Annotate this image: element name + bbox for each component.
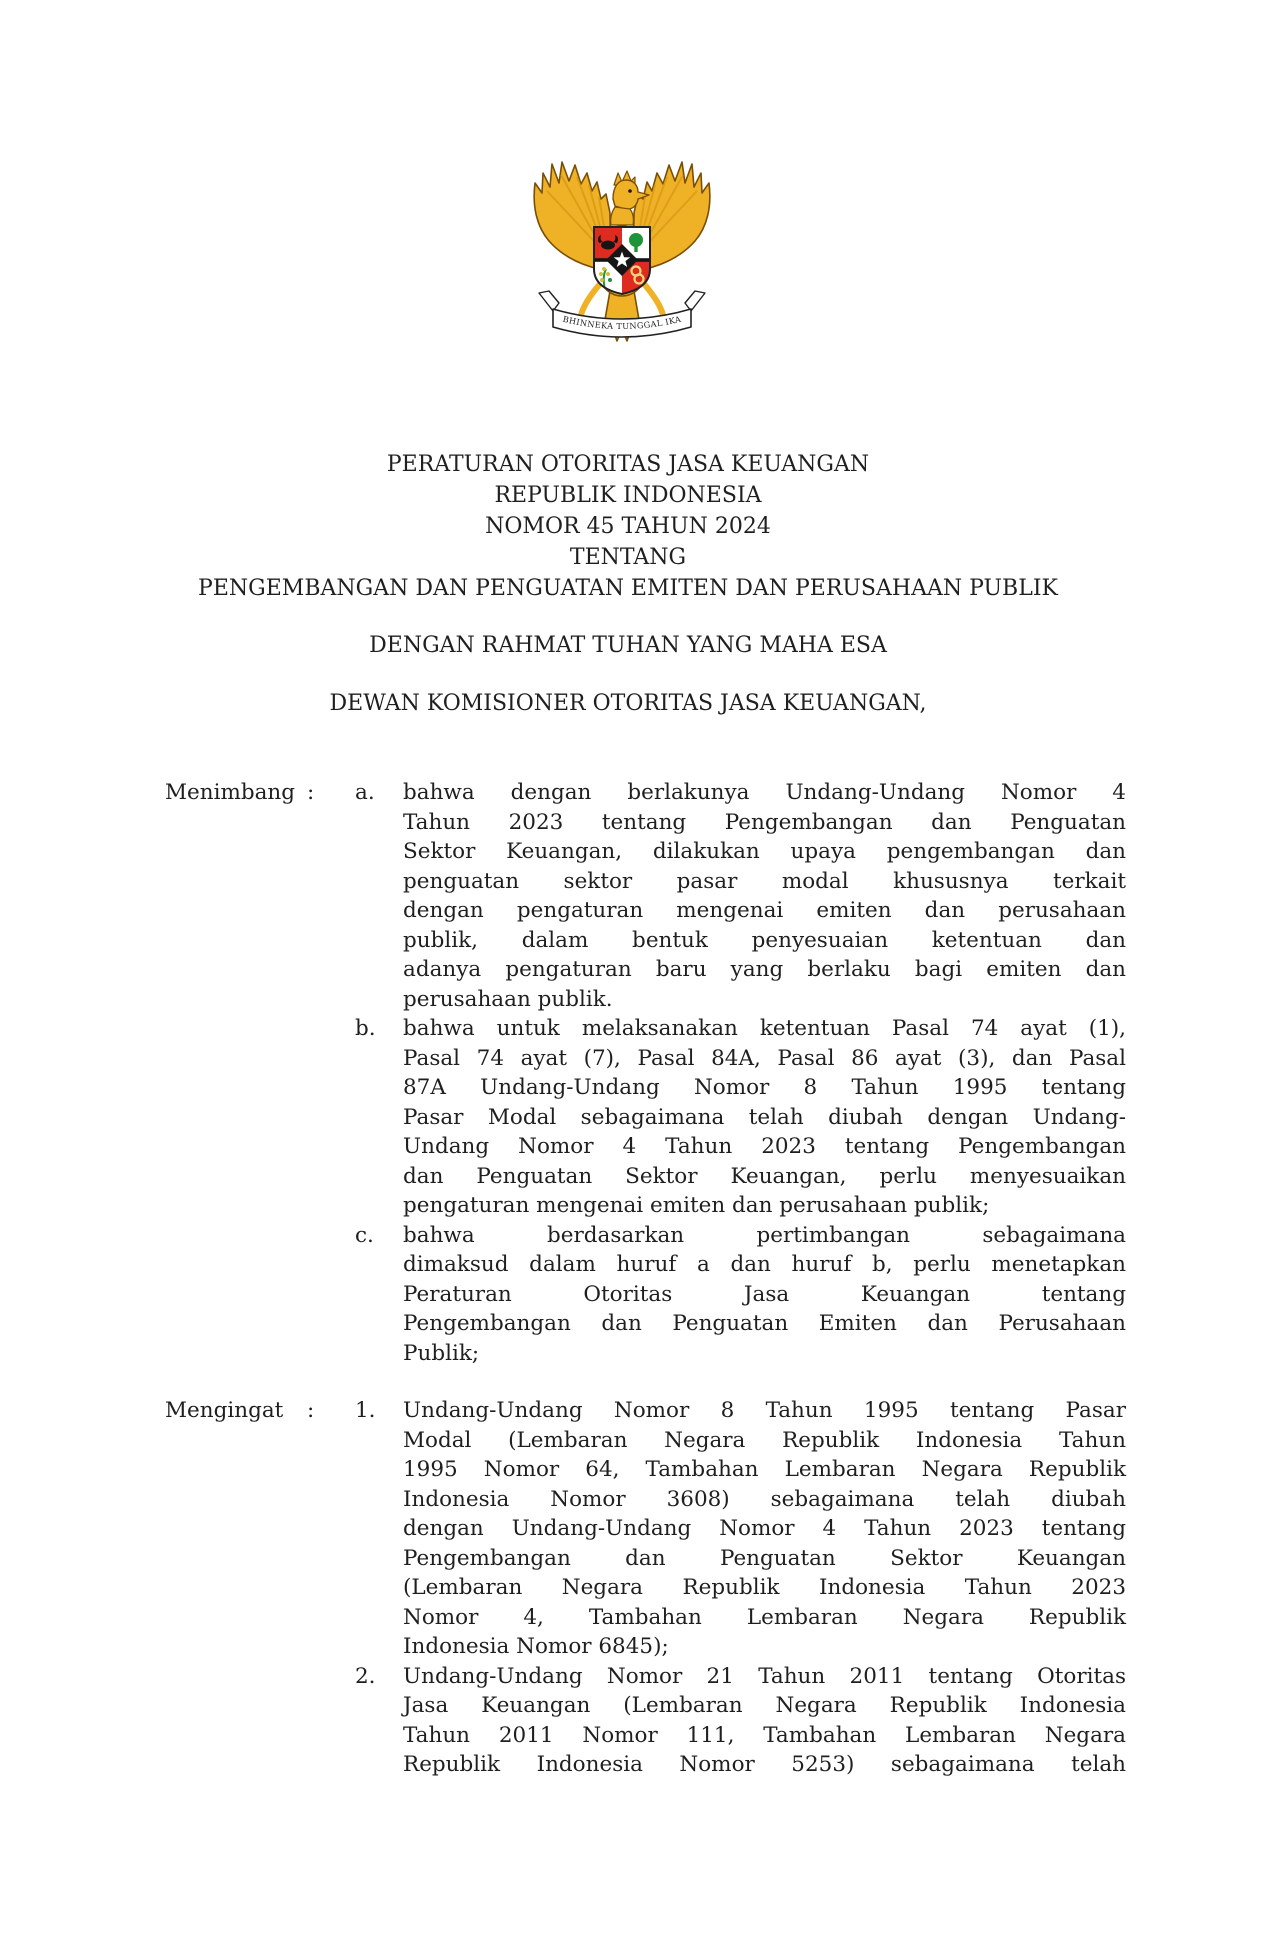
item-text [403, 1221, 1126, 1369]
text-line: Undang-Undang Nomor 21 Tahun 2011 tentang Otoritas [403, 1663, 1126, 1689]
clause-items [355, 778, 1126, 1368]
title-line-subject: PENGEMBANGAN DAN PENGUATAN EMITEN DAN PERUSAHAAN PUBLIK [198, 576, 1058, 601]
text-line: publik, dalam bentuk penyesuaian ketentuan dan [403, 927, 1126, 953]
clause-row [165, 778, 1126, 1368]
title-block [0, 449, 1256, 604]
item-text [403, 778, 1126, 1014]
text-line: Publik; [403, 1340, 480, 1366]
text-line: Modal (Lembaran Negara Republik Indonesia Tahun [403, 1427, 1126, 1453]
grace-motto-line: DENGAN RAHMAT TUHAN YANG MAHA ESA [369, 633, 887, 658]
text-line: Peraturan Otoritas Jasa Keuangan tentang [403, 1281, 1126, 1307]
clause-items [355, 1396, 1126, 1780]
text-line: (Lembaran Negara Republik Indonesia Tahun 2023 [403, 1575, 1126, 1600]
clause-item [355, 778, 1126, 1014]
title-line-number: NOMOR 45 TAHUN 2024 [485, 514, 771, 539]
clause-item [355, 1014, 1126, 1221]
item-marker: c. [355, 1222, 374, 1248]
clauses-section [165, 778, 1126, 1780]
title-line-tentang: TENTANG [569, 545, 687, 570]
text-line: dan Penguatan Sektor Keuangan, perlu menyesuaikan [403, 1163, 1126, 1189]
clause-item [355, 1396, 1126, 1662]
text-line: dengan pengaturan mengenai emiten dan perusahaan [403, 898, 1126, 923]
clause-label: Menimbang [165, 780, 296, 805]
text-line: Indonesia Nomor 3608) sebagaimana telah diubah [403, 1486, 1126, 1512]
item-marker: a. [355, 780, 375, 805]
text-line: bahwa dengan berlakunya Undang-Undang Nomor 4 [403, 780, 1126, 805]
text-line: Pengembangan dan Penguatan Sektor Keuangan [403, 1545, 1126, 1571]
text-line: Sektor Keuangan, dilakukan upaya pengembangan dan [403, 839, 1126, 864]
text-line: pengaturan mengenai emiten dan perusahaan publik; [403, 1193, 990, 1218]
item-marker: 2. [355, 1663, 376, 1689]
text-line: Tahun 2023 tentang Pengembangan dan Penguatan [403, 809, 1126, 835]
text-line: dengan Undang-Undang Nomor 4 Tahun 2023 tentang [403, 1516, 1126, 1541]
item-text [403, 1014, 1126, 1221]
text-line: Republik Indonesia Nomor 5253) sebagaimana telah [403, 1752, 1126, 1777]
text-line: Jasa Keuangan (Lembaran Negara Republik Indonesia [403, 1693, 1126, 1718]
text-line: 87A Undang-Undang Nomor 8 Tahun 1995 tentang [403, 1075, 1126, 1100]
text-line: Undang-Undang Nomor 8 Tahun 1995 tentang Pasar [403, 1398, 1126, 1423]
item-text [403, 1396, 1126, 1662]
clause-row [165, 1396, 1126, 1780]
text-line: Pasar Modal sebagaimana telah diubah dengan Undang- [403, 1104, 1126, 1130]
text-line: Nomor 4, Tambahan Lembaran Negara Republik [403, 1604, 1126, 1630]
clause-item [355, 1221, 1126, 1369]
text-line: bahwa untuk melaksanakan ketentuan Pasal 74 ayat (1), [403, 1016, 1126, 1041]
clause-colon: : [307, 780, 315, 805]
text-line: Undang Nomor 4 Tahun 2023 tentang Pengembangan [403, 1134, 1126, 1159]
clause-label: Mengingat [165, 1398, 284, 1423]
text-line: Indonesia Nomor 6845); [403, 1634, 669, 1659]
text-line: bahwa berdasarkan pertimbangan sebagaimana [403, 1222, 1126, 1248]
garuda-emblem-graphic [527, 151, 717, 356]
preamble-heading: DEWAN KOMISIONER OTORITAS JASA KEUANGAN, [329, 691, 927, 716]
title-line-republic: REPUBLIK INDONESIA [494, 483, 762, 508]
title-line-regulation: PERATURAN OTORITAS JASA KEUANGAN [386, 452, 870, 477]
text-line: dimaksud dalam huruf a dan huruf b, perlu menetapkan [403, 1252, 1126, 1277]
text-line: penguatan sektor pasar modal khususnya terkait [403, 868, 1126, 894]
emblem-motto-text: BHINNEKA TUNGGAL IKA [561, 313, 683, 332]
item-marker: 1. [355, 1398, 376, 1423]
text-line: Tahun 2011 Nomor 111, Tambahan Lembaran Negara [403, 1722, 1126, 1748]
item-text [403, 1662, 1126, 1780]
clause-item [355, 1662, 1126, 1780]
garuda-pancasila-emblem [527, 151, 717, 356]
text-line: adanya pengaturan baru yang berlaku bagi emiten dan [403, 957, 1126, 982]
text-line: 1995 Nomor 64, Tambahan Lembaran Negara Republik [403, 1457, 1126, 1482]
item-marker: b. [355, 1016, 376, 1041]
garuda-eye [628, 189, 632, 193]
text-line: perusahaan publik. [403, 986, 613, 1012]
pancasila-shield [594, 227, 650, 294]
clause-colon: : [307, 1398, 315, 1423]
text-line: Pasal 74 ayat (7), Pasal 84A, Pasal 86 ayat (3), dan Pasal [403, 1045, 1126, 1071]
text-line: Pengembangan dan Penguatan Emiten dan Perusahaan [403, 1311, 1126, 1336]
